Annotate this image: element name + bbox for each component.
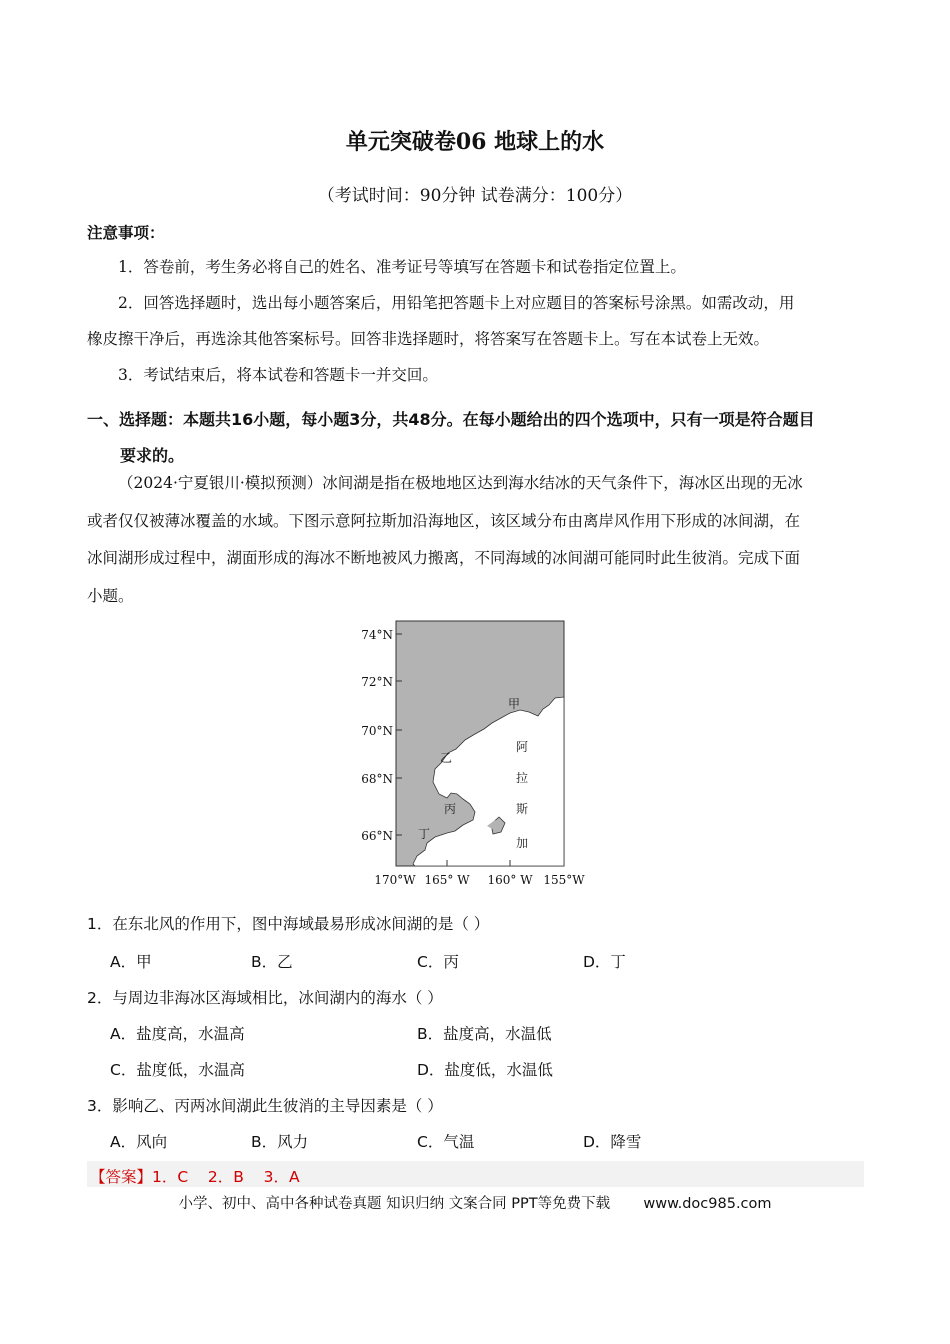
- answer-label: 【答案】: [90, 1168, 153, 1186]
- q1-option-d: D．丁: [583, 953, 626, 971]
- q2-option-b: B．盐度高，水温低: [417, 1025, 552, 1043]
- lon-label-160: 160° W: [487, 873, 533, 887]
- lat-label-68: 68°N: [361, 772, 393, 786]
- answer-key: [90, 1165, 300, 1187]
- notice-item-2-line-2: 橡皮擦干净后，再选涂其他答案标号。回答非选择题时，将答案写在答题卡上。写在本试卷上无效。: [87, 330, 770, 348]
- question-2: 2．与周边非海冰区海域相比，冰间湖内的海水（ ）: [87, 989, 443, 1007]
- lon-label-170: 170°W: [374, 873, 416, 887]
- lat-label-72: 72°N: [361, 675, 393, 689]
- footer-text: 小学、初中、高中各种试卷真题 知识归纳 文案合同 PPT等免费下载: [178, 1196, 611, 1212]
- sea-label-yi: 乙: [440, 751, 453, 765]
- stem-line-1: （2024·宁夏银川·模拟预测）冰间湖是指在极地地区达到海水结冰的天气条件下，海冰区出现的无冰: [118, 474, 803, 492]
- lat-label-66: 66°N: [361, 829, 393, 843]
- q2-option-a: A．盐度高，水温高: [110, 1025, 245, 1043]
- latitude-axis: [361, 628, 393, 843]
- q3-option-b: B．风力: [251, 1133, 309, 1151]
- stem-line-2: 或者仅仅被薄冰覆盖的水域。下图示意阿拉斯加沿海地区，该区域分布由离岸风作用下形成的冰间湖，在: [87, 511, 801, 530]
- exam-info: （考试时间：90分钟 试卷满分：100分）: [317, 186, 633, 206]
- section-heading-line-1: 一、选择题：本题共16小题，每小题3分，共48分。在每小题给出的四个选项中，只有一项是符合题目: [87, 410, 815, 429]
- stem-line-3: 冰间湖形成过程中，湖面形成的海冰不断地被风力搬离，不同海域的冰间湖可能同时此生彼消。完成下面: [87, 549, 801, 567]
- q3-option-a: A．风向: [110, 1133, 168, 1151]
- footer-site-link[interactable]: www.doc985.com: [643, 1196, 772, 1212]
- question-3: 3．影响乙、丙两冰间湖此生彼消的主导因素是（ ）: [87, 1097, 443, 1115]
- page-title: 单元突破卷06 地球上的水: [345, 129, 605, 155]
- answer-text: 1．C 2．B 3．A: [152, 1168, 300, 1186]
- q1-option-c: C．丙: [417, 953, 459, 971]
- land-label-char-2: 拉: [516, 771, 529, 785]
- footer: [0, 1192, 950, 1213]
- q2-option-c: C．盐度低，水温高: [110, 1061, 245, 1079]
- stem-line-4: 小题。: [87, 586, 134, 605]
- section-heading: [87, 402, 867, 474]
- q3-option-c: C．气温: [417, 1133, 475, 1151]
- q3-option-d: D．降雪: [583, 1133, 642, 1151]
- q1-option-b: B．乙: [251, 953, 293, 971]
- question-stem: [87, 465, 863, 615]
- question-1: 1．在东北风的作用下，图中海域最易形成冰间湖的是（ ）: [87, 915, 490, 933]
- q2-option-d: D．盐度低，水温低: [417, 1061, 553, 1079]
- notice-item-2-line-1: 2．回答选择题时，选出每小题答案后，用铅笔把答题卡上对应题目的答案标号涂黑。如需改动，用: [118, 294, 795, 312]
- sea-label-jia: 甲: [508, 697, 521, 711]
- section-heading-line-2: 要求的。: [120, 446, 185, 465]
- alaska-coast-map: [355, 612, 595, 892]
- notice-heading: 注意事项：: [87, 224, 165, 242]
- land-label-char-4: 加: [516, 836, 529, 850]
- lat-label-74: 74°N: [361, 628, 393, 642]
- notice-item-3: 3．考试结束后，将本试卷和答题卡一并交回。: [118, 366, 438, 384]
- sea-label-ding: 丁: [418, 827, 431, 841]
- land-label-char-3: 斯: [516, 802, 529, 816]
- sea-label-bing: 丙: [444, 802, 457, 816]
- longitude-axis: [374, 873, 585, 887]
- lat-label-70: 70°N: [361, 724, 393, 738]
- lon-label-155: 155°W: [543, 873, 585, 887]
- notice-item-1: 1．答卷前，考生务必将自己的姓名、准考证号等填写在答题卡和试卷指定位置上。: [118, 258, 686, 276]
- land-label-char-1: 阿: [516, 740, 529, 754]
- lon-label-165: 165° W: [424, 873, 470, 887]
- q1-option-a: A．甲: [110, 953, 152, 971]
